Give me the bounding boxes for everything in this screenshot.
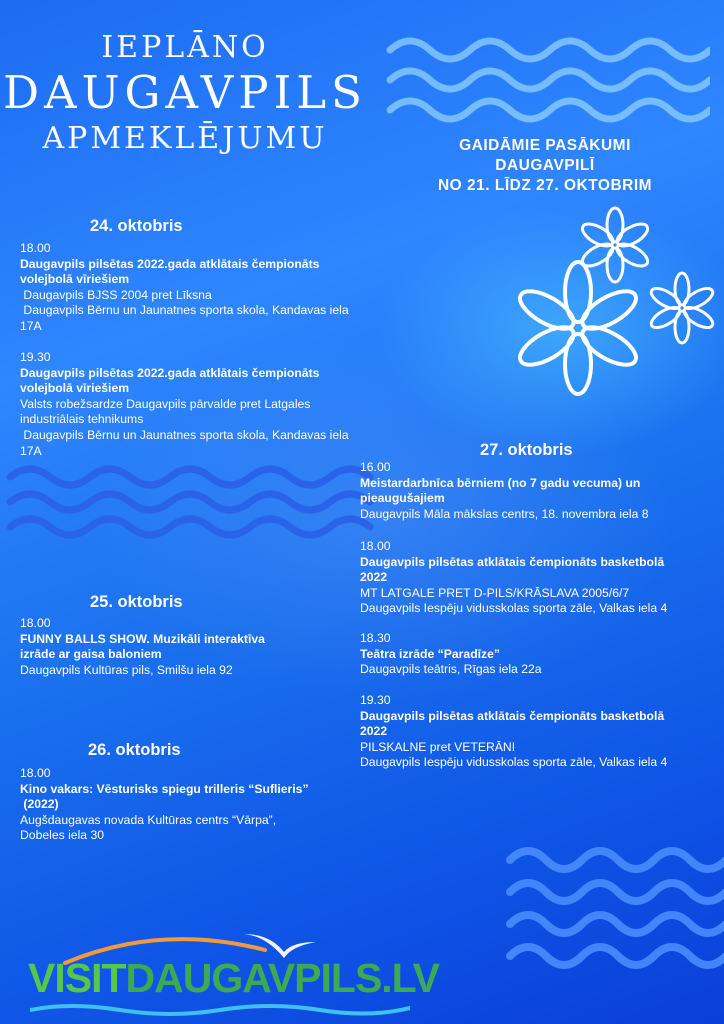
event-name: Daugavpils pilsētas atklātais čempionāts basketbolā [360, 554, 665, 569]
day-title-24: 24. oktobris [90, 217, 183, 235]
event-name: izrāde ar gaisa baloniem [20, 647, 162, 662]
day-title-26: 26. oktobris [88, 741, 181, 759]
event-name: pieaugušajiem [360, 491, 445, 506]
title-line-1: IEPLĀNO [101, 30, 269, 65]
event-name: FUNNY BALLS SHOW. Muzikāli interaktīva [20, 631, 265, 646]
event-name: Kino vakars: Vēsturisks spiegu trilleris “Suflieris” [20, 781, 309, 796]
title-line-2: DAUGAVPILS [3, 66, 367, 119]
wave-icon [0, 455, 380, 540]
upcoming-line-1: GAIDĀMIE PASĀKUMI [459, 137, 631, 154]
event-item [20, 350, 375, 459]
event-detail: Daugavpils Bērnu un Jaunatnes sporta skola, Kandavas iela [20, 427, 349, 442]
main-title [0, 30, 370, 158]
event-time: 19.30 [20, 350, 51, 364]
event-item [360, 693, 715, 771]
event-detail: MT LATGALE PRET D-PILS/KRĀSLAVA 2005/6/7 [360, 585, 630, 600]
event-detail: 17A [20, 443, 42, 458]
event-time: 18.00 [20, 616, 51, 630]
logo-visit: VISIT [28, 955, 126, 1001]
event-detail: Valsts robežsardze Daugavpils pārvalde pret Latgales [20, 396, 311, 411]
event-detail: Daugavpils Bērnu un Jaunatnes sporta skola, Kandavas iela [20, 303, 349, 318]
event-time: 18.00 [20, 241, 51, 255]
title-line-3: APMEKLĒJUMU [42, 121, 328, 156]
event-name: volejbolā vīriešiem [20, 272, 130, 287]
upcoming-line-3: NO 21. LĪDZ 27. OKTOBRIM [437, 177, 653, 194]
event-detail: 17A [20, 318, 42, 333]
event-item [20, 241, 375, 335]
event-item [360, 460, 710, 522]
event-time: 16.00 [360, 460, 391, 474]
event-detail: Daugavpils Kultūras pils, Smilšu iela 92 [20, 662, 233, 677]
event-time: 18.00 [360, 539, 391, 553]
event-name: volejbolā vīriešiem [20, 381, 130, 396]
day-title-25: 25. oktobris [90, 593, 183, 611]
event-time: 19.30 [360, 693, 391, 707]
event-detail: PILSKALNE pret VETERĀNI [360, 739, 516, 754]
logo-daugavpils: DAUGAVPILS.LV [125, 955, 440, 1001]
event-detail: Augšdaugavas novada Kultūras centrs “Vārpa”, [20, 812, 277, 827]
wave-icon [30, 1000, 410, 1020]
event-time: 18.00 [20, 766, 51, 780]
event-name: Daugavpils pilsētas 2022.gada atklātais čempionāts [20, 365, 320, 380]
flower-icon [508, 258, 648, 398]
flower-icon [642, 268, 722, 348]
event-item [360, 631, 710, 678]
event-name: (2022) [20, 797, 59, 812]
upcoming-heading [410, 136, 680, 196]
event-name: 2022 [360, 724, 388, 739]
event-item [20, 766, 360, 844]
event-name: 2022 [360, 570, 388, 585]
wave-icon [500, 830, 724, 980]
event-detail: Daugavpils Iespēju vidusskolas sporta zāle, Valkas iela 4 [360, 755, 668, 770]
event-name: Daugavpils pilsētas atklātais čempionāts basketbolā [360, 708, 665, 723]
event-detail: industriālais tehnikums [20, 412, 144, 427]
day-title-27: 27. oktobris [480, 441, 573, 459]
event-detail: Daugavpils Māla mākslas centrs, 18. novembra iela 8 [360, 506, 649, 521]
event-item [360, 539, 715, 617]
event-detail: Daugavpils BJSS 2004 pret Līksna [20, 287, 212, 302]
event-detail: Daugavpils Iespēju vidusskolas sporta zāle, Valkas iela 4 [360, 601, 668, 616]
event-detail: Daugavpils teātris, Rīgas iela 22a [360, 662, 542, 677]
event-detail: Dobeles iela 30 [20, 828, 105, 843]
event-item [20, 616, 360, 678]
event-name: Meistardarbnīca bērniem (no 7 gadu vecuma) un [360, 475, 641, 490]
upcoming-line-2: DAUGAVPILĪ [495, 157, 595, 174]
event-name: Daugavpils pilsētas 2022.gada atklātais čempionāts [20, 256, 320, 271]
visitdaugavpils-logo[interactable] [28, 955, 439, 1002]
wave-icon [380, 20, 710, 130]
event-name: Teātra izrāde “Paradīze” [360, 646, 500, 661]
event-time: 18.30 [360, 631, 391, 645]
